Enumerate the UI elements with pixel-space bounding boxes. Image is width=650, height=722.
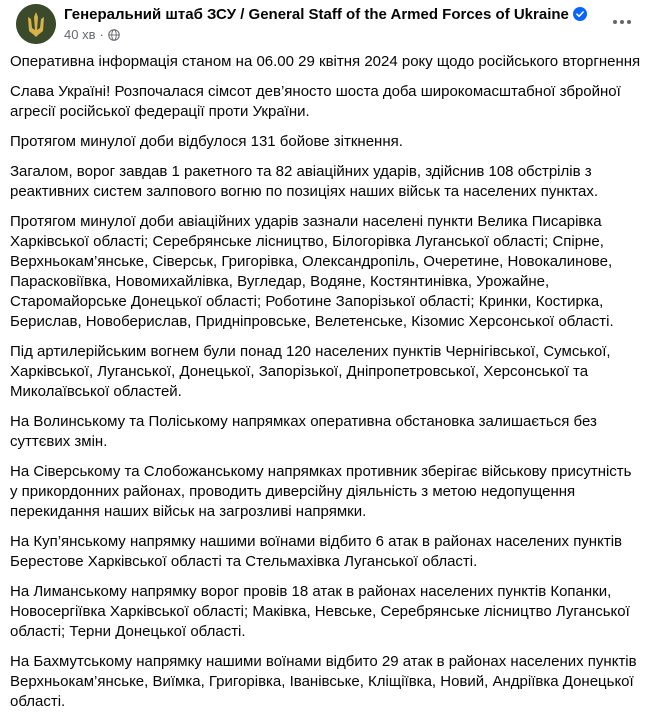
globe-icon[interactable] (108, 29, 120, 41)
post-timestamp[interactable]: 40 хв (64, 27, 96, 42)
trident-emblem-icon (16, 4, 56, 44)
post-paragraph: Слава Україні! Розпочалася сімсот дев’яносто шоста доба широкомасштабної збройної агресії російської федерації проти України. (10, 83, 621, 120)
more-dot (627, 20, 631, 24)
post-paragraph: Загалом, ворог завдав 1 ракетного та 82 авіаційних ударів, здійснив 108 обстрілів з реактивних систем залпового вогню по позиціях наших військ та населених пунктах. (10, 163, 599, 200)
post-paragraph: На Бахмутському напрямку нашими воїнами відбито 29 атак в районах населених пунктів Верхньокам’янське, Виїмка, Григорівка, Іванівське, Кліщіївка, Новий, Андріївка Донецької області. (10, 653, 637, 710)
post-paragraph: На Сіверському та Слобожанському напрямках противник зберігає військову присутність у прикордонних районах, проводить диверсійну діяльність з метою недопущення перекидання наших військ на загрозливі напрямки. (10, 463, 632, 520)
post-paragraph: На Волинському та Поліському напрямках оперативна обстановка залишається без суттєвих змін. (10, 413, 597, 450)
more-dot (620, 20, 624, 24)
post-body (10, 52, 642, 722)
post-header (8, 0, 642, 48)
page-avatar[interactable] (16, 4, 56, 44)
more-dot (613, 20, 617, 24)
post-meta (64, 27, 120, 42)
post-paragraph: Під артилерійським вогнем були понад 120 населених пунктів Чернігівської, Сумської, Харківської, Луганської, Донецької, Запорізької, Дніпропетровської, Херсонської та Миколаївської областей. (10, 343, 611, 400)
post-paragraph: На Куп’янському напрямку нашими воїнами відбито 6 атак в районах населених пунктів Берестове Харківської області та Стельмахівка Луганської області. (10, 533, 622, 570)
page-name[interactable] (64, 6, 587, 23)
more-options-icon[interactable] (606, 6, 638, 38)
verified-badge-icon (573, 7, 587, 21)
page-name-text[interactable]: Генеральний штаб ЗСУ / General Staff of the Armed Forces of Ukraine (64, 6, 569, 23)
post-paragraph: Протягом минулої доби відбулося 131 бойове зіткнення. (10, 133, 403, 150)
meta-separator: · (99, 27, 104, 42)
post-paragraph: На Лиманському напрямку ворог провів 18 атак в районах населених пунктів Копанки, Новосергіївка Харківської області; Маківка, Невське, Серебрянське лісництво Луганської області; Терни Донецької області. (10, 583, 630, 640)
post-paragraph: Оперативна інформація станом на 06.00 29 квітня 2024 року щодо російського вторгнення (10, 53, 641, 70)
post-paragraph: Протягом минулої доби авіаційних ударів зазнали населені пункти Велика Писарівка Харківської області; Серебрянське лісництво, Білогорівка Луганської області; Спірне, Верхньокам’янське, Сіверськ, Григорівка, Олександропіль, Очеретине, Новокалинове, Парасковіївка, Новомихайлівка, Вугледар, Водяне, Костянтинівка, Урожайне, Старомайорське Донецької області; Роботине Запорізької області; Кринки, Костирка, Берислав, Новоберислав, Придніпровське, Велетенське, Кізомис Херсонської області. (10, 213, 614, 330)
